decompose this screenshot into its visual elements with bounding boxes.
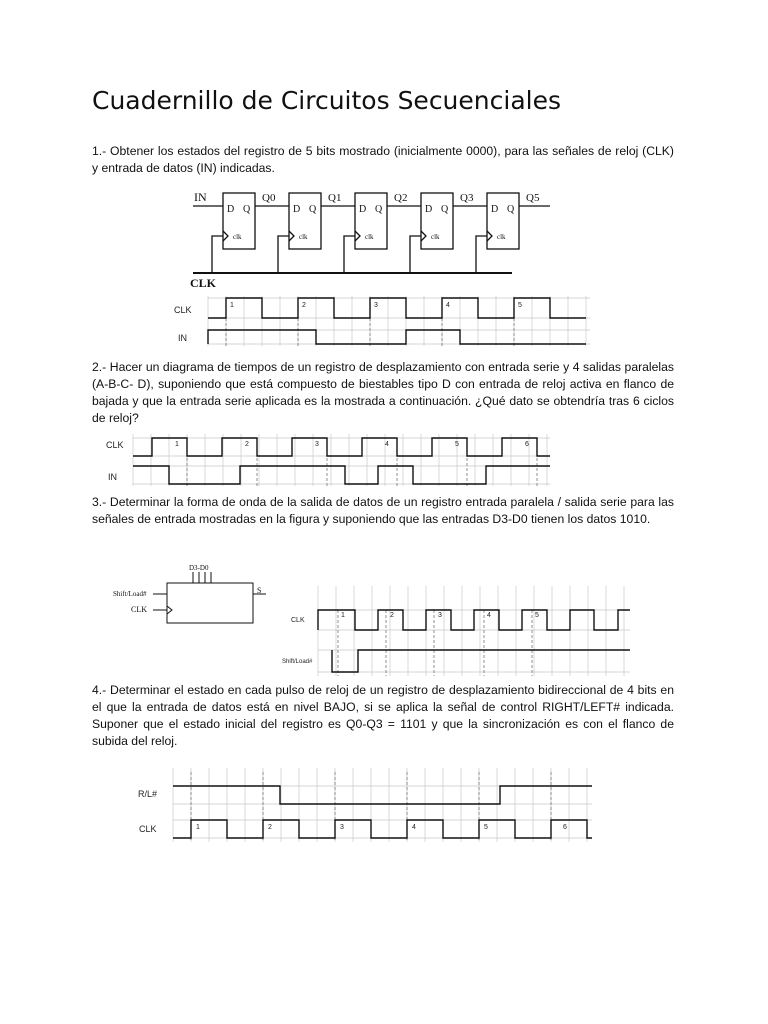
fig1-clk-trace bbox=[208, 298, 586, 318]
fig2-pulse-label: 5 bbox=[455, 441, 459, 448]
fig1-output-q0: Q0 bbox=[262, 192, 276, 204]
ff-clk-label: clk bbox=[497, 233, 506, 241]
fig3-grid bbox=[318, 586, 630, 676]
fig1-clk-label: CLK bbox=[190, 276, 217, 290]
fig3-pulse-label: 2 bbox=[390, 612, 394, 619]
fig3-shift-label: Shift/Load# bbox=[113, 590, 147, 598]
fig1-pulse-label: 5 bbox=[518, 302, 522, 309]
question-4: 4.- Determinar el estado en cada pulso de reloj de un registro de desplazamiento bidireccional de 4 bits en el que la entrada de datos está en nivel BAJO, si se aplica la señal de control RIGHT/LEFT# indicada. Suponer que el estado inicial del registro es Q0-Q3 = 1101 y que la sincronización es con el flanco de subida del reloj. bbox=[92, 683, 674, 748]
ff-clk-label: clk bbox=[365, 233, 374, 241]
fig4-clk-trace bbox=[173, 820, 592, 838]
fig1-clk-wave-label: CLK bbox=[174, 305, 192, 315]
fig3-clk-trace bbox=[318, 610, 630, 630]
fig2-pulse-label: 6 bbox=[525, 441, 529, 448]
fig4-clk-wave-label: CLK bbox=[139, 824, 157, 834]
fig2-pulse-label: 4 bbox=[385, 441, 389, 448]
fig2-pulse-label: 2 bbox=[245, 441, 249, 448]
fig1-pulse-label: 1 bbox=[230, 302, 234, 309]
fig4-pulse-label: 4 bbox=[412, 824, 416, 831]
figure-3-waveform bbox=[282, 586, 630, 676]
fig3-pulse-label: 1 bbox=[341, 612, 345, 619]
fig1-pulse-label: 4 bbox=[446, 302, 450, 309]
fig4-pulse-label: 1 bbox=[196, 824, 200, 831]
ff-d-label: D bbox=[491, 204, 499, 215]
fig4-pulse-label: 6 bbox=[563, 824, 567, 831]
fig1-pulse-label: 2 bbox=[302, 302, 306, 309]
fig4-pulse-label: 5 bbox=[484, 824, 488, 831]
figure-2-waveform bbox=[106, 434, 550, 486]
ff-q-label: Q bbox=[507, 204, 515, 215]
fig1-pulse-label: 3 bbox=[374, 302, 378, 309]
fig1-in-trace bbox=[208, 330, 586, 344]
fig1-in-wave-label: IN bbox=[178, 333, 187, 343]
ff-d-label: D bbox=[227, 204, 235, 215]
fig3-shift-trace bbox=[332, 650, 630, 672]
fig3-out-label: S bbox=[257, 586, 262, 595]
fig2-pulse-label: 1 bbox=[175, 441, 179, 448]
fig4-pulse-label: 3 bbox=[340, 824, 344, 831]
fig3-clk-wave-label: CLK bbox=[291, 617, 305, 624]
fig3-pulse-label: 5 bbox=[535, 612, 539, 619]
fig1-in-label: IN bbox=[194, 190, 207, 204]
fig3-shift-wave-label: Shift/Load# bbox=[282, 659, 313, 665]
ff-q-label: Q bbox=[309, 204, 317, 215]
fig2-pulse-label: 3 bbox=[315, 441, 319, 448]
ff-q-label: Q bbox=[441, 204, 449, 215]
fig3-bus-label: D3-D0 bbox=[189, 564, 209, 572]
fig2-clk-wave-label: CLK bbox=[106, 440, 124, 450]
ff-clk-label: clk bbox=[299, 233, 308, 241]
figure-4-waveform bbox=[138, 768, 592, 842]
fig1-output-q5: Q5 bbox=[526, 192, 540, 204]
fig3-edge-markers bbox=[338, 610, 532, 676]
question-1: 1.- Obtener los estados del registro de 5 bits mostrado (inicialmente 0000), para las señales de reloj (CLK) y entrada de datos (IN) indicadas. bbox=[92, 144, 674, 175]
ff-q-label: Q bbox=[243, 204, 251, 215]
figure-3-block bbox=[153, 572, 266, 623]
page-title: Cuadernillo de Circuitos Secuenciales bbox=[92, 86, 561, 115]
fig2-grid bbox=[133, 434, 550, 486]
fig4-rl-wave-label: R/L# bbox=[138, 789, 158, 799]
fig1-output-q3: Q3 bbox=[460, 192, 474, 204]
fig3-pulse-label: 3 bbox=[438, 612, 442, 619]
fig4-grid bbox=[173, 768, 592, 842]
ff-clk-label: clk bbox=[233, 233, 242, 241]
ff-d-label: D bbox=[425, 204, 433, 215]
ff-clk-label: clk bbox=[431, 233, 440, 241]
fig3-pulse-label: 4 bbox=[487, 612, 491, 619]
figure-1-waveform bbox=[174, 296, 590, 346]
fig3-clk-label: CLK bbox=[131, 605, 147, 614]
fig4-rl-trace bbox=[173, 786, 592, 804]
question-2: 2.- Hacer un diagrama de tiempos de un registro de desplazamiento con entrada serie y 4 salidas paralelas (A-B-C- D), suponiendo que está compuesto de biestables tipo D con entrada de reloj activa en flanco de bajada y que la entrada serie aplicada es la mostrada a continuación. ¿Qué dato se obtendría tras 6 ciclos de reloj? bbox=[92, 360, 674, 425]
ff-d-label: D bbox=[359, 204, 367, 215]
fig2-in-wave-label: IN bbox=[108, 472, 117, 482]
ff-d-label: D bbox=[293, 204, 301, 215]
fig2-in-trace bbox=[133, 466, 550, 484]
fig1-output-q2: Q2 bbox=[394, 192, 408, 204]
fig1-output-q1: Q1 bbox=[328, 192, 342, 204]
ff-q-label: Q bbox=[375, 204, 383, 215]
fig2-clk-trace bbox=[133, 438, 550, 456]
fig4-pulse-label: 2 bbox=[268, 824, 272, 831]
figure-3-labels bbox=[113, 564, 261, 614]
fig1-grid bbox=[208, 296, 590, 346]
question-3: 3.- Determinar la forma de onda de la salida de datos de un registro entrada paralela / salida serie para las señales de entrada mostradas en la figura y suponiendo que las entradas D3-D0 tienen los datos 1010. bbox=[92, 495, 674, 526]
